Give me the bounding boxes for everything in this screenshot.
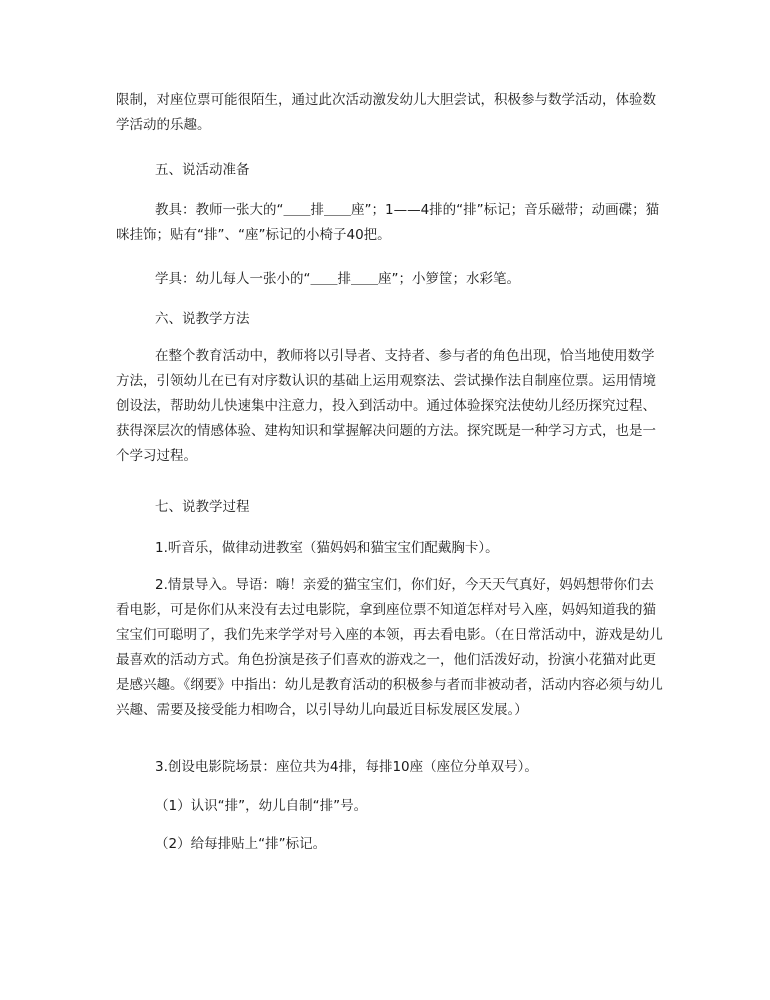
paragraph-methods: 在整个教育活动中，教师将以引导者、支持者、参与者的角色出现，恰当地使用数学方法，引领幼儿在已有对序数认识的基础上运用观察法、尝试操作法自制座位票。运用情境创设法，帮助幼儿快速集中注意力，投入到活动中。通过体验探究法使幼儿经历探究过程、获得深层次的情感体验、建构知识和掌握解决问题的方法。探究既是一种学习方式，也是一个学习过程。 [116,348,656,464]
paragraph-step-2: 2.情景导入。导语：嗨！亲爱的猫宝宝们，你们好，今天天气真好，妈妈想带你们去看电影，可是你们从来没有去过电影院，拿到座位票不知道怎样对号入座，妈妈知道我的猫宝宝们可聪明了，我们先来学学对号入座的本领，再去看电影。（在日常活动中，游戏是幼儿最喜欢的活动方式。角色扮演是孩子们喜欢的游戏之一，他们活泼好动，扮演小花猫对此更是感兴趣。《纲要》中指出：幼儿是教育活动的积极参与者而非被动者，活动内容必须与幼儿兴趣、需要及接受能力相吻合，以引导幼儿向最近目标发展区发展。） [116,577,663,718]
section-heading-process: 七、说教学过程 [155,499,250,515]
section-heading-preparation: 五、说活动准备 [155,162,250,178]
paragraph-step-1: 1.听音乐，做律动进教室（猫妈妈和猫宝宝们配戴胸卡）。 [155,540,499,556]
paragraph-step-3-1: （1）认识“排”，幼儿自制“排”号。 [155,798,368,814]
paragraph-learning-aids: 学具：幼儿每人一张小的“＿＿排＿＿座”；小箩筐；水彩笔。 [155,271,520,287]
section-heading-methods: 六、说教学方法 [155,311,250,327]
paragraph-continuation: 限制，对座位票可能很陌生，通过此次活动激发幼儿大胆尝试，积极参与数学活动，体验数学活动的乐趣。 [116,92,656,133]
paragraph-step-3-2: （2）给每排贴上“排”标记。 [155,836,327,852]
paragraph-teaching-aids: 教具：教师一张大的“＿＿排＿＿座”；1——4排的“排”标记；音乐磁带；动画碟；猫咪挂饰；贴有“排”、“座”标记的小椅子40把。 [116,202,660,243]
paragraph-step-3: 3.创设电影院场景：座位共为4排，每排10座（座位分单双号）。 [155,759,538,775]
